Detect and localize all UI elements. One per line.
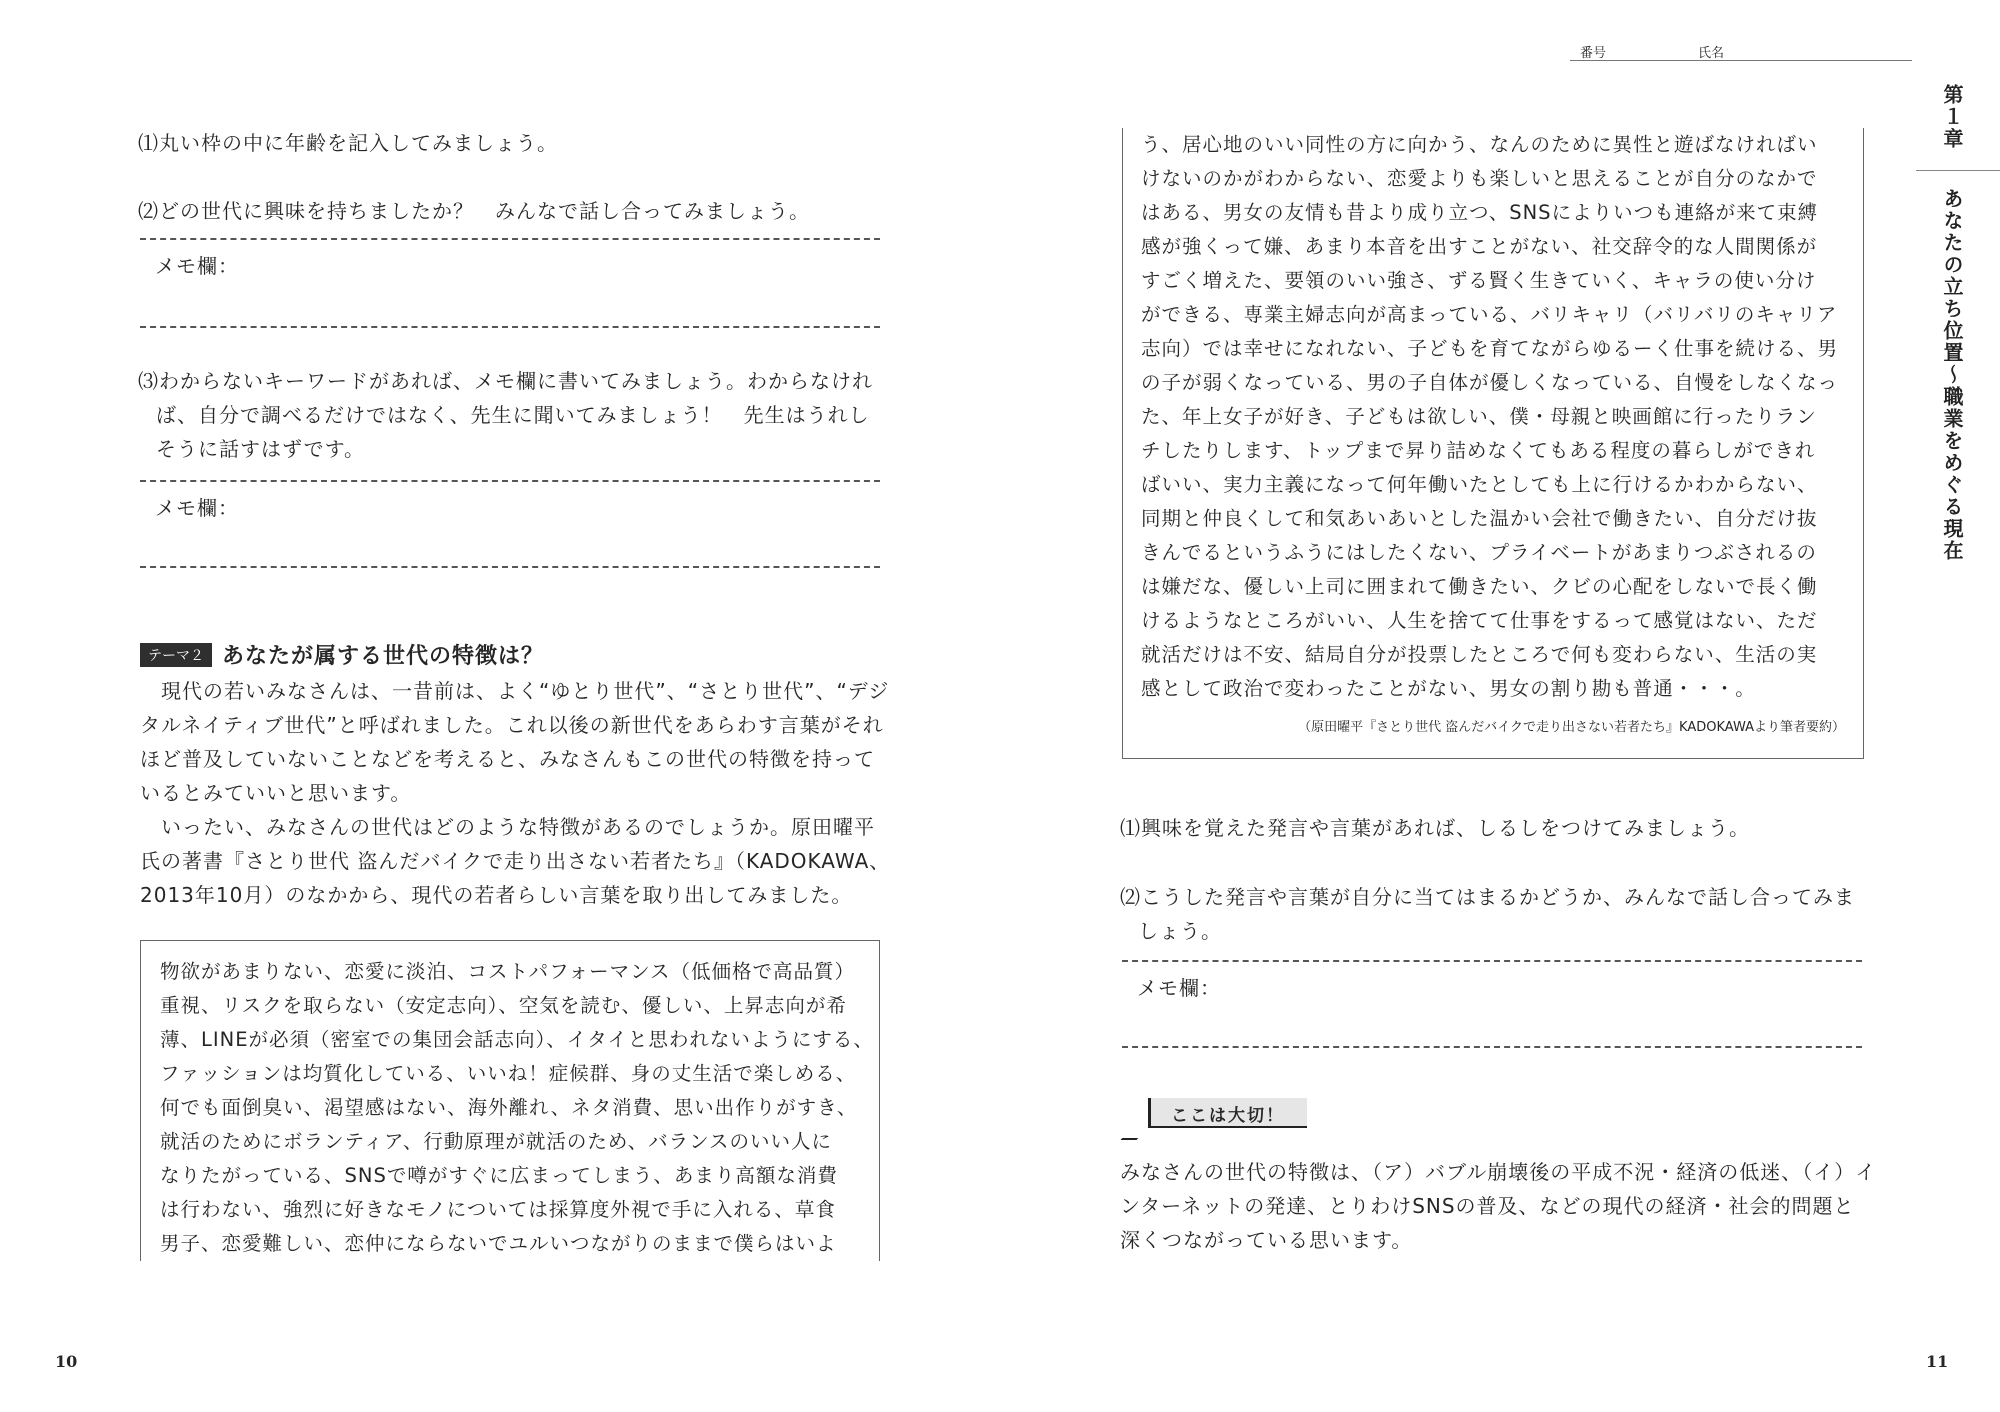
paragraph-line: ほど普及していないことなどを考えると、みなさんもこの世代の特徴を持って xyxy=(140,747,875,771)
memo-divider-bottom xyxy=(1122,1046,1862,1048)
quote-box-right xyxy=(1122,128,1864,759)
quote-line: ファッションは均質化している、いいね！症候群、身の丈生活で楽しめる、 xyxy=(160,1062,857,1085)
quote-line: けるようなところがいい、人生を捨てて仕事をするって感覚はない、ただ xyxy=(1141,609,1818,632)
quote-line: ばいい、実力主義になって何年働いたとしても上に行けるかわからない、 xyxy=(1141,473,1818,496)
memo-label-2: メモ欄： xyxy=(155,496,239,520)
quote-line: はある、男女の友情も昔より成り立つ、SNSによりいつも連絡が来て束縛 xyxy=(1141,201,1819,224)
quote-line: は行わない、強烈に好きなモノについては採算度外視で手に入れる、草食 xyxy=(160,1198,836,1221)
right-question-1: ⑴興味を覚えた発言や言葉があれば、しるしをつけてみましょう。 xyxy=(1120,816,1750,840)
quote-line: 感が強くって嫌、あまり本音を出すことがない、社交辞令的な人間関係が xyxy=(1141,235,1818,258)
memo-divider-top xyxy=(140,238,880,240)
quote-line: なりたがっている、SNSで噂がすぐに広まってしまう、あまり高額な消費 xyxy=(160,1164,838,1187)
question-line: ば、自分で調べるだけではなく、先生に聞いてみましょう！ 先生はうれし xyxy=(156,403,870,427)
important-line: 深くつながっている思います。 xyxy=(1120,1228,1413,1252)
theme-heading xyxy=(140,639,544,670)
name-label: 氏名 xyxy=(1698,46,1725,61)
quote-line: 感として政治で変わったことがない、男女の割り勘も普通・・・。 xyxy=(1141,677,1756,700)
citation: （原田曜平『さとり世代 盗んだバイクで走り出さない若者たち』KADOKAWAより筆者要約） xyxy=(1298,720,1845,735)
quote-line: 男子、恋愛難しい、恋仲にならないでユルいつながりのままで僕らはいよ xyxy=(160,1232,837,1255)
memo-divider-top xyxy=(1122,960,1862,962)
quote-box-left xyxy=(140,940,880,1261)
quote-line: う、居心地のいい同性の方に向かう、なんのために異性と遊ばなければい xyxy=(1141,133,1818,156)
chapter-title: あなたの立ち位置～職業をめぐる現在 xyxy=(1940,188,1964,562)
quote-line: た、年上女子が好き、子どもは欲しい、僕・母親と映画館に行ったりラン xyxy=(1141,405,1817,428)
quote-line: けないのかがわからない、恋愛よりも楽しいと思えることが自分のなかで xyxy=(1141,167,1818,190)
theme-badge: テーマ２ xyxy=(140,643,212,667)
quote-line: チしたりします、トップまで昇り詰めなくてもある程度の暮らしができれ xyxy=(1141,439,1816,462)
quote-line: 物欲があまりない、恋愛に淡泊、コストパフォーマンス（低価格で高品質） xyxy=(160,960,856,983)
quote-line: 就活だけは不安、結局自分が投票したところで何も変わらない、生活の実 xyxy=(1141,643,1818,666)
quote-line: 同期と仲良くして和気あいあいとした温かい会社で働きたい、自分だけ抜 xyxy=(1141,507,1818,530)
student-info-header xyxy=(1570,40,1912,61)
quote-line: 何でも面倒臭い、渇望感はない、海外離れ、ネタ消費、思い出作りがすき、 xyxy=(160,1096,858,1119)
quote-line: きんでるというふうにはしたくない、プライベートがあまりつぶされるの xyxy=(1141,541,1817,564)
quote-line: ができる、専業主婦志向が高まっている、バリキャリ（バリバリのキャリア xyxy=(1141,303,1838,326)
quote-line: の子が弱くなっている、男の子自体が優しくなっている、自慢をしなくなっ xyxy=(1141,371,1839,394)
paragraph-line: タルネイティブ世代”と呼ばれました。これ以後の新世代をあらわす言葉がそれ xyxy=(140,713,884,737)
important-line: ンターネットの発達、とりわけSNSの普及、などの現代の経済・社会的問題と xyxy=(1120,1194,1855,1218)
question-line: ⑵こうした発言や言葉が自分に当てはまるかどうか、みんなで話し合ってみま xyxy=(1120,885,1855,909)
left-question-2: ⑵どの世代に興味を持ちましたか？ みんなで話し合ってみましょう。 xyxy=(138,199,810,223)
important-label-box xyxy=(1148,1098,1307,1128)
paragraph-line: 氏の著書『さとり世代 盗んだバイクで走り出さない若者たち』（KADOKAWA、 xyxy=(140,849,891,873)
left-question-3 xyxy=(138,364,873,466)
memo-divider-bottom xyxy=(140,566,880,568)
memo-divider-top xyxy=(140,480,880,482)
important-label: ここは大切！ xyxy=(1171,1106,1285,1126)
quote-line: 重視、リスクを取らない（安定志向）、空気を読む、優しい、上昇志向が希 xyxy=(160,994,847,1017)
quote-line: すごく増えた、要領のいい強さ、ずる賢く生きていく、キャラの使い分け xyxy=(1141,269,1817,292)
quote-line: は嫌だな、優しい上司に囲まれて働きたい、クビの心配をしないで長く働 xyxy=(1141,575,1818,598)
quote-box-text xyxy=(160,955,874,1261)
question-line: ⑶わからないキーワードがあれば、メモ欄に書いてみましょう。わからなけれ xyxy=(138,369,873,393)
quote-line: 就活のためにボランティア、行動原理が就活のため、バランスのいい人に xyxy=(160,1130,833,1153)
paragraph-line: 2013年10月）のなかから、現代の若者らしい言葉を取り出してみました。 xyxy=(140,883,853,907)
question-line: そうに話すはずです。 xyxy=(156,437,365,461)
memo-divider-bottom xyxy=(140,326,880,328)
callout-tail xyxy=(1121,1124,1150,1140)
question-line: しょう。 xyxy=(1138,919,1222,943)
quote-line: 志向）では幸せになれない、子どもを育てながらゆるーく仕事を続ける、男 xyxy=(1141,337,1839,360)
memo-label-right: メモ欄： xyxy=(1137,976,1221,1000)
theme-title: あなたが属する世代の特徴は？ xyxy=(222,644,545,669)
chapter-divider xyxy=(1916,170,2000,171)
paragraph-line: いったい、みなさんの世代はどのような特徴があるのでしょうか。原田曜平 xyxy=(140,815,875,839)
page-number-right: 11 xyxy=(1926,1352,1949,1371)
right-question-2 xyxy=(1120,880,1855,948)
chapter-label: 第１章 xyxy=(1940,84,1964,150)
paragraph-line: 現代の若いみなさんは、一昔前は、よく“ゆとり世代”、“さとり世代”、“デジ xyxy=(140,679,890,703)
number-label: 番号 xyxy=(1580,46,1607,61)
important-line: みなさんの世代の特徴は、（ア）バブル崩壊後の平成不況・経済の低迷、（イ）イ xyxy=(1120,1160,1877,1184)
page-number-left: 10 xyxy=(55,1352,78,1371)
left-question-1: ⑴丸い枠の中に年齢を記入してみましょう。 xyxy=(138,131,558,155)
intro-paragraph xyxy=(140,674,890,912)
important-text xyxy=(1120,1155,1876,1257)
quote-line: 薄、LINEが必須（密室での集団会話志向）、イタイと思われないようにする、 xyxy=(160,1028,874,1051)
paragraph-line: いるとみていいと思います。 xyxy=(140,781,412,805)
quote-box-text xyxy=(1141,128,1838,706)
memo-label-1: メモ欄： xyxy=(155,254,239,278)
